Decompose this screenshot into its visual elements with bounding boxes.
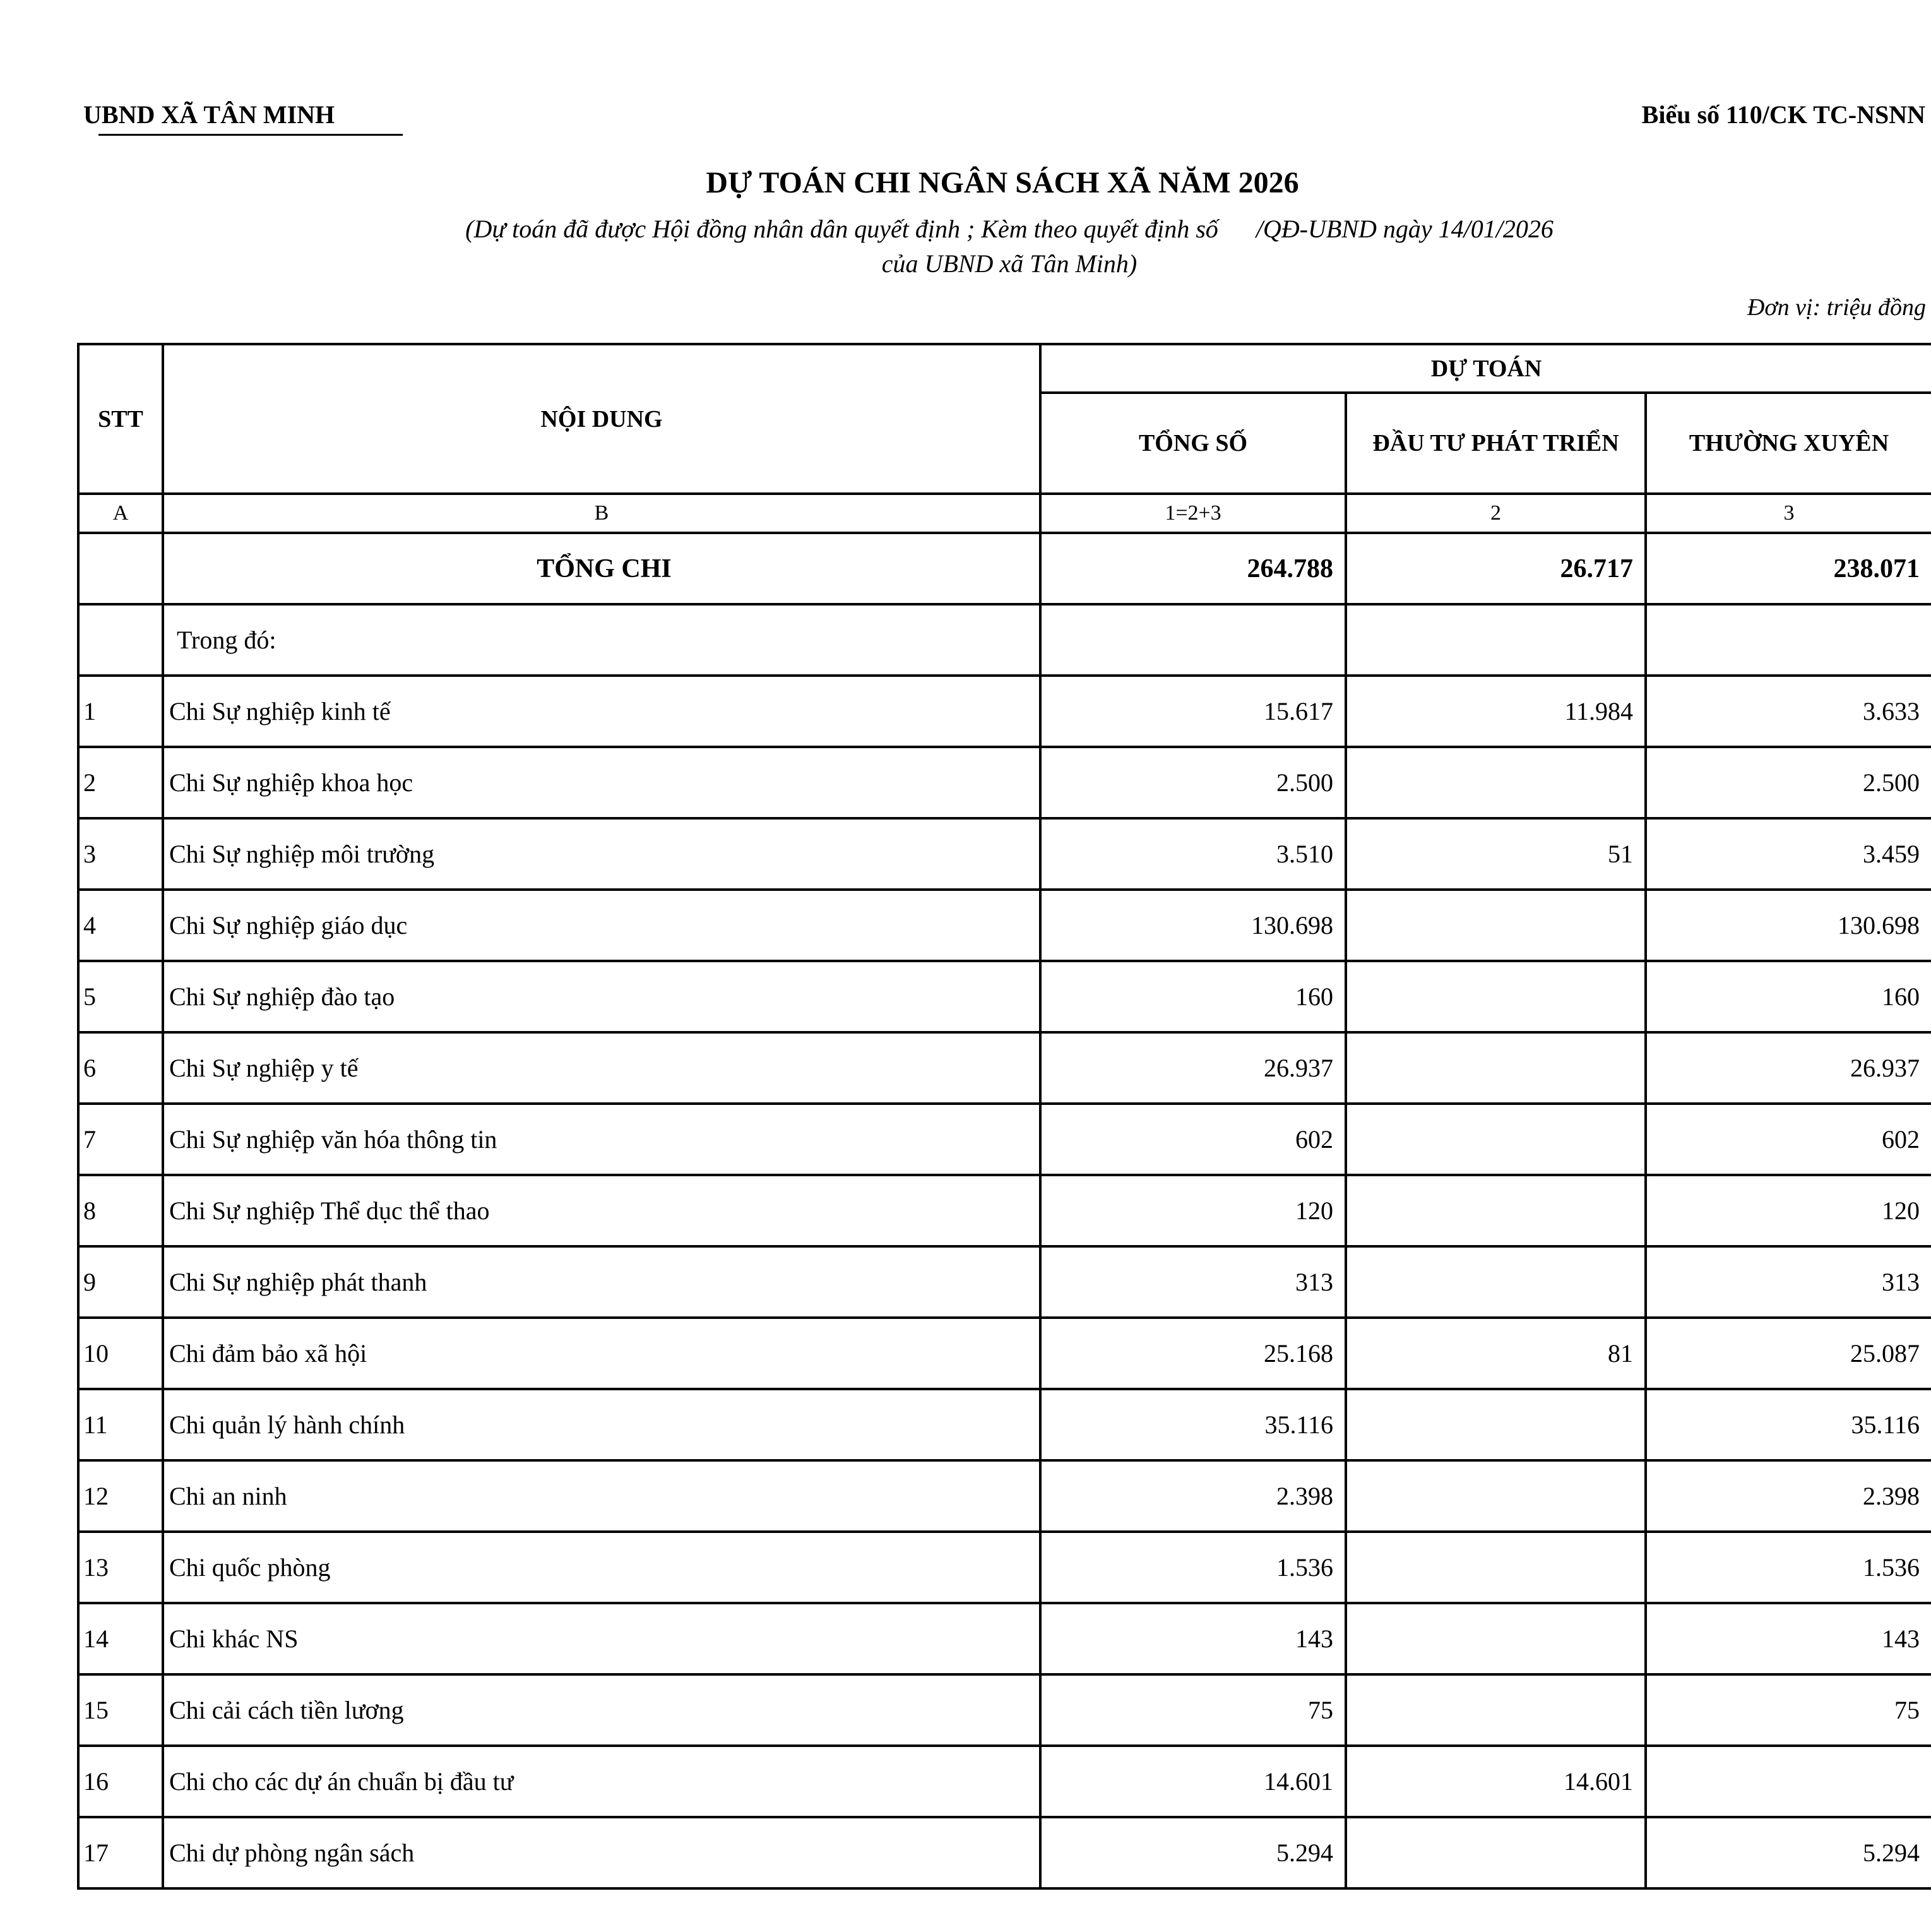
table-row <box>78 1746 1931 1817</box>
row-investment <box>1346 747 1646 818</box>
code-cell: 2 <box>1346 494 1646 533</box>
row-stt: 6 <box>78 1032 163 1104</box>
row-total: 602 <box>1040 1104 1346 1175</box>
table-row <box>78 1175 1931 1246</box>
row-content: Chi Sự nghiệp kinh tế <box>163 676 1040 747</box>
row-stt: 8 <box>78 1175 163 1246</box>
row-stt: 15 <box>78 1674 163 1746</box>
unit-label: Đơn vị: triệu đồng <box>1747 294 1926 321</box>
row-content: Chi khác NS <box>163 1603 1040 1674</box>
row-investment <box>1346 1175 1646 1246</box>
row-total: 75 <box>1040 1674 1346 1746</box>
header-investment: ĐẦU TƯ PHÁT TRIỂN <box>1346 393 1646 494</box>
budget-table <box>77 343 1931 1890</box>
table-row <box>78 1318 1931 1389</box>
subheading-label: Trong đó: <box>163 604 1040 676</box>
header-stt: STT <box>78 344 163 494</box>
row-investment <box>1346 961 1646 1032</box>
row-content: Chi cho các dự án chuẩn bị đầu tư <box>163 1746 1040 1817</box>
subtitle-line-1: (Dự toán đã được Hội đồng nhân dân quyết định ; Kèm theo quyết định số /QĐ-UBND ngày 14/01/2026 <box>465 215 1554 243</box>
row-regular: 26.937 <box>1646 1032 1931 1104</box>
row-stt: 12 <box>78 1460 163 1532</box>
row-content: Chi Sự nghiệp khoa học <box>163 747 1040 818</box>
table-row <box>78 1674 1931 1746</box>
row-regular: 3.459 <box>1646 818 1931 890</box>
subheading-stt-cell <box>78 604 163 676</box>
row-regular: 2.398 <box>1646 1460 1931 1532</box>
row-regular: 120 <box>1646 1175 1931 1246</box>
subtitle-line-2: của UBND xã Tân Minh) <box>881 249 1138 278</box>
code-cell: 1=2+3 <box>1040 494 1346 533</box>
row-stt: 10 <box>78 1318 163 1389</box>
row-investment <box>1346 1032 1646 1104</box>
row-investment <box>1346 1460 1646 1532</box>
row-stt: 3 <box>78 818 163 890</box>
row-stt: 5 <box>78 961 163 1032</box>
header-estimate-group: DỰ TOÁN <box>1040 344 1931 393</box>
row-investment: 11.984 <box>1346 676 1646 747</box>
row-content: Chi dự phòng ngân sách <box>163 1817 1040 1888</box>
total-investment: 26.717 <box>1346 533 1646 604</box>
row-regular: 130.698 <box>1646 890 1931 961</box>
row-investment <box>1346 1104 1646 1175</box>
row-regular: 5.294 <box>1646 1817 1931 1888</box>
table-row <box>78 1532 1931 1603</box>
row-stt: 1 <box>78 676 163 747</box>
row-regular: 1.536 <box>1646 1532 1931 1603</box>
row-investment <box>1346 1246 1646 1318</box>
row-regular: 25.087 <box>1646 1318 1931 1389</box>
subheading-empty-cell <box>1646 604 1931 676</box>
row-content: Chi Sự nghiệp y tế <box>163 1032 1040 1104</box>
row-investment <box>1346 1603 1646 1674</box>
row-stt: 16 <box>78 1746 163 1817</box>
table-row <box>78 890 1931 961</box>
table-row <box>78 818 1931 890</box>
header-total: TỔNG SỐ <box>1040 393 1346 494</box>
subheading-row <box>78 604 1931 676</box>
table-row <box>78 676 1931 747</box>
code-cell: B <box>163 494 1040 533</box>
row-total: 120 <box>1040 1175 1346 1246</box>
row-regular <box>1646 1746 1931 1817</box>
row-investment: 14.601 <box>1346 1746 1646 1817</box>
row-investment <box>1346 1817 1646 1888</box>
row-total: 35.116 <box>1040 1389 1346 1460</box>
total-amount: 264.788 <box>1040 533 1346 604</box>
row-regular: 35.116 <box>1646 1389 1931 1460</box>
document-title: DỰ TOÁN CHI NGÂN SÁCH XÃ NĂM 2026 <box>706 166 1299 200</box>
row-content: Chi cải cách tiền lương <box>163 1674 1040 1746</box>
row-investment <box>1346 890 1646 961</box>
row-stt: 13 <box>78 1532 163 1603</box>
row-total: 25.168 <box>1040 1318 1346 1389</box>
total-stt-cell <box>78 533 163 604</box>
row-content: Chi quản lý hành chính <box>163 1389 1040 1460</box>
row-total: 15.617 <box>1040 676 1346 747</box>
row-total: 5.294 <box>1040 1817 1346 1888</box>
row-regular: 160 <box>1646 961 1931 1032</box>
row-total: 160 <box>1040 961 1346 1032</box>
row-content: Chi Sự nghiệp giáo dục <box>163 890 1040 961</box>
row-total: 1.536 <box>1040 1532 1346 1603</box>
row-content: Chi Sự nghiệp môi trường <box>163 818 1040 890</box>
subheading-empty-cell <box>1040 604 1346 676</box>
column-code-row <box>78 494 1931 533</box>
table-row <box>78 1032 1931 1104</box>
row-stt: 7 <box>78 1104 163 1175</box>
row-investment: 51 <box>1346 818 1646 890</box>
row-total: 313 <box>1040 1246 1346 1318</box>
row-investment <box>1346 1674 1646 1746</box>
row-investment: 81 <box>1346 1318 1646 1389</box>
row-content: Chi Sự nghiệp văn hóa thông tin <box>163 1104 1040 1175</box>
table-row <box>78 1104 1931 1175</box>
total-regular: 238.071 <box>1646 533 1931 604</box>
organization-name: UBND XÃ TÂN MINH <box>83 100 335 129</box>
row-investment <box>1346 1389 1646 1460</box>
row-total: 26.937 <box>1040 1032 1346 1104</box>
header-regular: THƯỜNG XUYÊN <box>1646 393 1931 494</box>
row-regular: 2.500 <box>1646 747 1931 818</box>
row-content: Chi Sự nghiệp Thể dục thể thao <box>163 1175 1040 1246</box>
total-row <box>78 533 1931 604</box>
row-stt: 17 <box>78 1817 163 1888</box>
row-regular: 3.633 <box>1646 676 1931 747</box>
code-cell: A <box>78 494 163 533</box>
table-row <box>78 1389 1931 1460</box>
organization-underline <box>98 134 403 136</box>
row-regular: 75 <box>1646 1674 1931 1746</box>
table-row <box>78 1817 1931 1888</box>
table-row <box>78 747 1931 818</box>
table-row <box>78 961 1931 1032</box>
row-stt: 2 <box>78 747 163 818</box>
row-regular: 313 <box>1646 1246 1931 1318</box>
row-content: Chi đảm bảo xã hội <box>163 1318 1040 1389</box>
row-total: 143 <box>1040 1603 1346 1674</box>
subheading-empty-cell <box>1346 604 1646 676</box>
total-label: TỔNG CHI <box>163 533 1040 604</box>
row-content: Chi Sự nghiệp phát thanh <box>163 1246 1040 1318</box>
code-cell: 3 <box>1646 494 1931 533</box>
form-number: Biểu số 110/CK TC-NSNN <box>1641 100 1925 129</box>
row-total: 130.698 <box>1040 890 1346 961</box>
row-total: 14.601 <box>1040 1746 1346 1817</box>
row-stt: 4 <box>78 890 163 961</box>
header-content: NỘI DUNG <box>163 344 1040 494</box>
row-total: 2.500 <box>1040 747 1346 818</box>
document-subtitle <box>0 212 1931 281</box>
table-row <box>78 1460 1931 1532</box>
row-regular: 143 <box>1646 1603 1931 1674</box>
row-investment <box>1346 1532 1646 1603</box>
row-content: Chi quốc phòng <box>163 1532 1040 1603</box>
row-stt: 14 <box>78 1603 163 1674</box>
row-content: Chi an ninh <box>163 1460 1040 1532</box>
row-total: 2.398 <box>1040 1460 1346 1532</box>
row-stt: 9 <box>78 1246 163 1318</box>
row-regular: 602 <box>1646 1104 1931 1175</box>
row-total: 3.510 <box>1040 818 1346 890</box>
row-content: Chi Sự nghiệp đào tạo <box>163 961 1040 1032</box>
row-stt: 11 <box>78 1389 163 1460</box>
table-row <box>78 1603 1931 1674</box>
table-row <box>78 1246 1931 1318</box>
